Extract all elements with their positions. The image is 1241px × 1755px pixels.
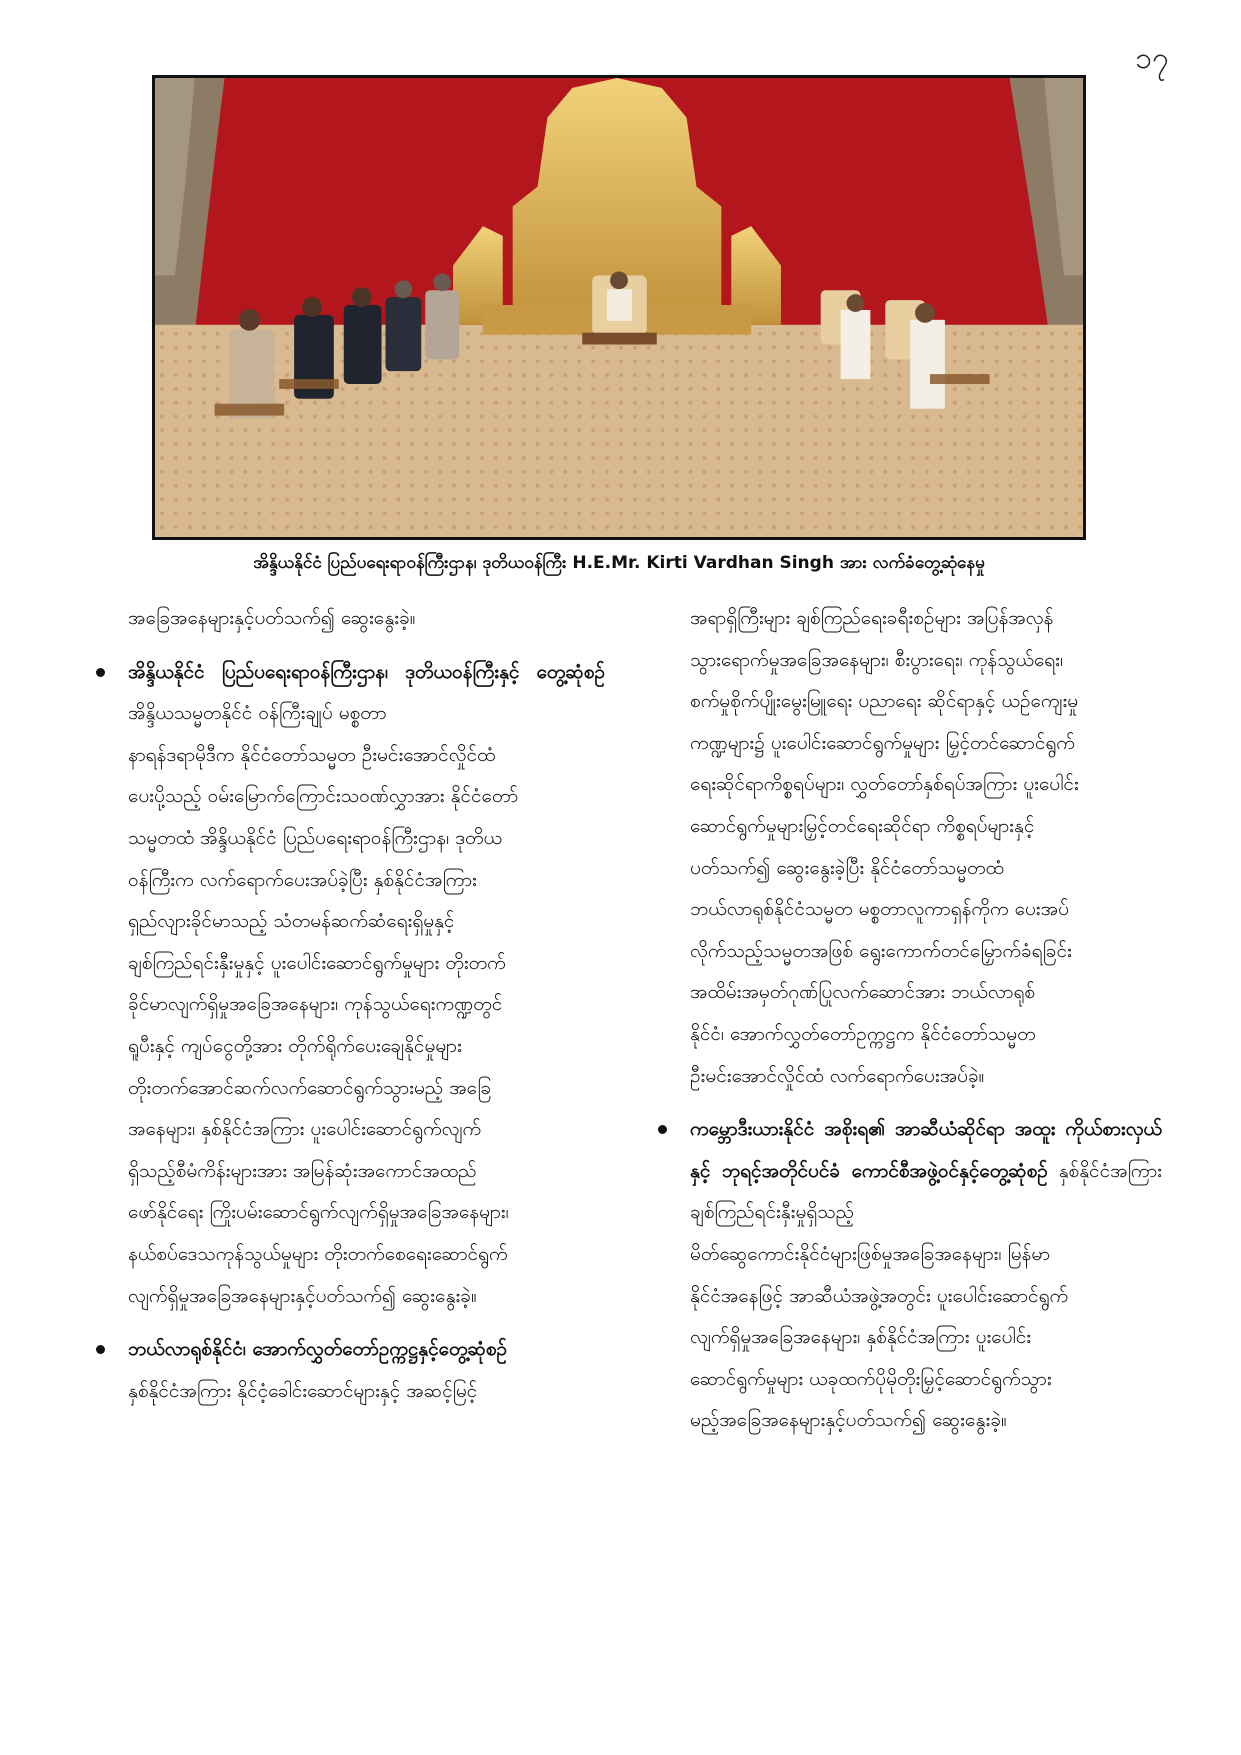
body-line: သမ္မတထံ အိန္ဒိယနိုင်ငံ ပြည်ပရေးရာဝန်ကြီးဌာန၊ ဒုတိယ bbox=[128, 826, 502, 849]
meeting-hall-photo bbox=[152, 75, 1086, 540]
bullet-heading: အိန္ဒိယနိုင်ငံ ပြည်ပရေးရာဝန်ကြီးဌာန၊ ဒုတိယဝန်ကြီးနှင့် တွေ့ဆုံစဉ် bbox=[128, 660, 605, 683]
body-line: ရူပီးနှင့် ကျပ်ငွေတို့အား တိုက်ရိုက်ပေးချေနိုင်မှုများ bbox=[128, 1034, 462, 1057]
body-line: နယ်စပ်ဒေသကုန်သွယ်မှုများ တိုးတက်စေရေးဆောင်ရွက် bbox=[128, 1242, 508, 1265]
bullet-dot bbox=[658, 1125, 667, 1134]
body-line: ပတ်သက်၍ ဆွေးနွေးခဲ့ပြီး နိုင်ငံတော်သမ္မတထံ bbox=[690, 856, 1004, 879]
bullet-india bbox=[90, 652, 605, 1318]
intro-line: အခြေအနေများနှင့်ပတ်သက်၍ ဆွေးနွေးခဲ့။ bbox=[128, 607, 416, 629]
body-line: နိုင်ငံအနေဖြင့် အာဆီယံအဖွဲ့အတွင်း ပူးပေါင်းဆောင်ရွက် bbox=[690, 1284, 1069, 1307]
body-line: သွားရောက်မှုအခြေအနေများ၊ စီးပွားရေး၊ ကုန်သွယ်ရေး၊ bbox=[690, 648, 1064, 671]
body-line: အိန္ဒိယသမ္မတနိုင်ငံ ဝန်ကြီးချုပ် မစ္စတာ bbox=[128, 702, 387, 725]
right-column bbox=[652, 598, 1162, 1442]
body-line: နှစ်နိုင်ငံအကြား နိုင်ငံ့ခေါင်းဆောင်များနှင့် အဆင့်မြင့် bbox=[128, 1379, 478, 1402]
body-line: ရေးဆိုင်ရာကိစ္စရပ်များ၊ လွှတ်တော်နှစ်ရပ်အကြား ပူးပေါင်း bbox=[690, 773, 1079, 796]
body-line: မိတ်ဆွေကောင်းနိုင်ငံများဖြစ်မှုအခြေအနေများ၊ မြန်မာ bbox=[690, 1242, 1051, 1265]
body-line: ဘယ်လာရုစ်နိုင်ငံသမ္မတ မစ္စတာလူကာရှန်ကိုက ပေးအပ် bbox=[690, 898, 1069, 921]
bullet-dot bbox=[96, 668, 105, 677]
body-line: ရှည်လျားခိုင်မာသည့် သံတမန်ဆက်ဆံရေးရှိမှုနှင့် bbox=[128, 910, 455, 933]
body-line: တိုးတက်အောင်ဆက်လက်ဆောင်ရွက်သွားမည့် အခြေ bbox=[128, 1076, 492, 1099]
body-line: လျက်ရှိမှုအခြေအနေများ၊ နှစ်နိုင်ငံအကြား ပူးပေါင်း bbox=[690, 1326, 1032, 1349]
body-line: နှစ်နိုင်ငံအကြား ချစ်ကြည်ရင်းနှီးမှုရှိသည့် bbox=[690, 1159, 1162, 1224]
body-line: စက်မှုစိုက်ပျိုးမွေးမြူရေး ပညာရေး ဆိုင်ရာနှင့် ယဉ်ကျေးမှု bbox=[690, 690, 1079, 713]
bullet-dot bbox=[96, 1345, 105, 1354]
continuation-paragraph bbox=[652, 598, 1162, 1097]
photo-caption: အိန္ဒိယနိုင်ငံ ပြည်ပရေးရာဝန်ကြီးဌာန၊ ဒုတိယဝန်ကြီး H.E.Mr. Kirti Vardhan Singh အား လက်ခံတွေ့ဆုံနေမှု bbox=[253, 553, 985, 573]
meeting-hall-photo-icon bbox=[155, 78, 1083, 537]
body-line: နာရန်ဒရာမိုဒီက နိုင်ငံတော်သမ္မတ ဦးမင်းအောင်လှိုင်ထံ bbox=[128, 743, 496, 766]
body-line: မည့်အခြေအနေများနှင့်ပတ်သက်၍ ဆွေးနွေးခဲ့။ bbox=[690, 1409, 1007, 1432]
left-column bbox=[90, 598, 605, 1412]
bullet-heading: ကမ္ဘောဒီးယားနိုင်ငံ အစိုးရ၏ အာဆီယံဆိုင်ရာ အထူး ကိုယ်စားလှယ်နှင့် ဘုရင့်အတိုင်ပင်ခံ ကောင်စီအဖွဲ့ဝင်နှင့်တွေ့ဆုံစဉ် bbox=[690, 1118, 1162, 1182]
bullet-cambodia bbox=[652, 1109, 1162, 1442]
body-line: ဖော်နိုင်ရေး ကြိုးပမ်းဆောင်ရွက်လျက်ရှိမှုအခြေအနေများ၊ bbox=[128, 1201, 509, 1224]
body-line: ဆောင်ရွက်မှုများမြှင့်တင်ရေးဆိုင်ရာ ကိစ္စရပ်များနှင့် bbox=[690, 814, 1035, 837]
body-line: အထိမ်းအမှတ်ဂုဏ်ပြုလက်ဆောင်အား ဘယ်လာရုစ် bbox=[690, 981, 1036, 1004]
bullet-heading: ဘယ်လာရုစ်နိုင်ငံ၊ အောက်လွှတ်တော်ဥက္ကဋ္ဌနှင့်တွေ့ဆုံစဉ် bbox=[128, 1338, 508, 1361]
body-line: အရာရှိကြီးများ ချစ်ကြည်ရေးခရီးစဉ်များ အပြန်အလှန် bbox=[690, 607, 1054, 629]
body-line: ပေးပို့သည့် ဝမ်းမြောက်ကြောင်းသဝဏ်လွှာအား နိုင်ငံတော် bbox=[128, 785, 519, 808]
body-line: ခိုင်မာလျက်ရှိမှုအခြေအနေများ၊ ကုန်သွယ်ရေးကဏ္ဍတွင် bbox=[128, 993, 503, 1016]
bullet-belarus bbox=[90, 1329, 605, 1412]
body-line: အနေများ၊ နှစ်နိုင်ငံအကြား ပူးပေါင်းဆောင်ရွက်လျက် bbox=[128, 1118, 482, 1141]
body-line: ချစ်ကြည်ရင်းနှီးမှုနှင့် ပူးပေါင်းဆောင်ရွက်မှုများ တိုးတက် bbox=[128, 951, 506, 974]
body-line: ရှိသည့်စီမံကိန်းများအား အမြန်ဆုံးအကောင်အထည် bbox=[128, 1159, 477, 1182]
body-line: ဝန်ကြီးက လက်ရောက်ပေးအပ်ခဲ့ပြီး နှစ်နိုင်ငံအကြား bbox=[128, 868, 477, 891]
body-line: ဦးမင်းအောင်လှိုင်ထံ လက်ရောက်ပေးအပ်ခဲ့။ bbox=[690, 1064, 985, 1087]
body-line: လျက်ရှိမှုအခြေအနေများနှင့်ပတ်သက်၍ ဆွေးနွေးခဲ့။ bbox=[128, 1284, 477, 1307]
body-line: ဆောင်ရွက်မှုများ ယခုထက်ပိုမိုတိုးမြှင့်ဆောင်ရွက်သွား bbox=[690, 1367, 1052, 1390]
body-line: လိုက်သည့်သမ္မတအဖြစ် ရွေးကောက်တင်မြှောက်ခံရခြင်း bbox=[690, 939, 1072, 962]
body-line: နိုင်ငံ၊ အောက်လွှတ်တော်ဥက္ကဋ္ဌက နိုင်ငံတော်သမ္မတ bbox=[690, 1022, 1036, 1045]
page-number: ၁၇ bbox=[1135, 41, 1169, 76]
body-line: ကဏ္ဍများ၌ ပူးပေါင်းဆောင်ရွက်မှုများ မြှင့်တင်ဆောင်ရွက် bbox=[690, 731, 1075, 754]
